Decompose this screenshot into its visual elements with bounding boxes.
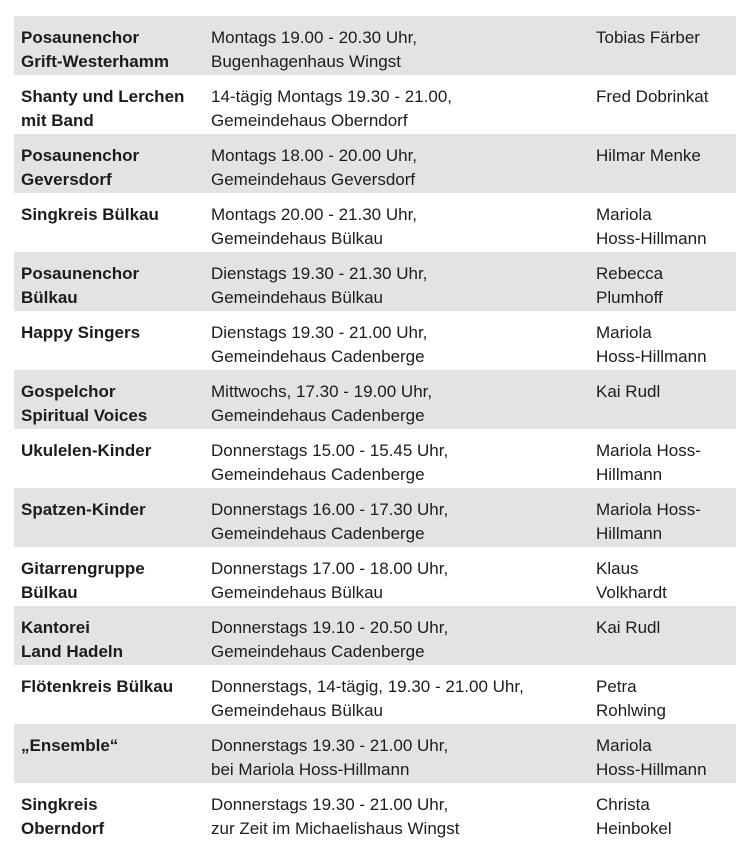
leader-name: Fred Dobrinkat bbox=[596, 87, 709, 106]
table-row bbox=[14, 370, 736, 429]
time-location: Donnerstags 15.00 - 15.45 Uhr, Gemeindehaus Cadenberge bbox=[211, 441, 449, 484]
group-name: Spatzen-Kinder bbox=[21, 500, 146, 519]
time-location: Montags 18.00 - 20.00 Uhr, Gemeindehaus Geversdorf bbox=[211, 146, 418, 189]
table-row bbox=[14, 606, 736, 665]
table-row bbox=[14, 547, 736, 606]
leader-name: Hilmar Menke bbox=[596, 146, 701, 165]
group-name: Gospelchor Spiritual Voices bbox=[21, 382, 148, 425]
table-row bbox=[14, 252, 736, 311]
table-row bbox=[14, 429, 736, 488]
group-name: „Ensemble“ bbox=[21, 736, 119, 755]
time-location: Donnerstags 19.10 - 20.50 Uhr, Gemeindehaus Cadenberge bbox=[211, 618, 449, 661]
group-name: Posaunenchor Geversdorf bbox=[21, 146, 140, 189]
time-location: Donnerstags 17.00 - 18.00 Uhr, Gemeindehaus Bülkau bbox=[211, 559, 449, 602]
leader-name: Christa Heinbokel bbox=[596, 795, 672, 838]
time-location: Donnerstags, 14-tägig, 19.30 - 21.00 Uhr, Gemeindehaus Bülkau bbox=[211, 677, 524, 720]
group-name: Posaunenchor Grift-Westerhamm bbox=[21, 28, 169, 71]
leader-name: Mariola Hoss-Hillmann bbox=[596, 205, 707, 248]
group-name: Singkreis Bülkau bbox=[21, 205, 159, 224]
leader-name: Mariola Hoss- Hillmann bbox=[596, 441, 701, 484]
leader-name: Kai Rudl bbox=[596, 382, 661, 401]
time-location: Montags 19.00 - 20.30 Uhr, Bugenhagenhaus Wingst bbox=[211, 28, 418, 71]
time-location: Donnerstags 19.30 - 21.00 Uhr, bei Mariola Hoss-Hillmann bbox=[211, 736, 449, 779]
time-location: Montags 20.00 - 21.30 Uhr, Gemeindehaus Bülkau bbox=[211, 205, 418, 248]
time-location: Donnerstags 19.30 - 21.00 Uhr, zur Zeit im Michaelishaus Wingst bbox=[211, 795, 460, 838]
group-name: Ukulelen-Kinder bbox=[21, 441, 152, 460]
table-row bbox=[14, 193, 736, 252]
table-row bbox=[14, 783, 736, 842]
table-row bbox=[14, 311, 736, 370]
table-row bbox=[14, 665, 736, 724]
group-name: Happy Singers bbox=[21, 323, 141, 342]
table-row bbox=[14, 75, 736, 134]
leader-name: Klaus Volkhardt bbox=[596, 559, 667, 602]
table-row bbox=[14, 134, 736, 193]
group-name: Gitarrengruppe Bülkau bbox=[21, 559, 145, 602]
leader-name: Petra Rohlwing bbox=[596, 677, 666, 720]
time-location: Dienstags 19.30 - 21.00 Uhr, Gemeindehaus Cadenberge bbox=[211, 323, 428, 366]
leader-name: Mariola Hoss-Hillmann bbox=[596, 323, 707, 366]
group-name: Singkreis Oberndorf bbox=[21, 795, 105, 838]
group-name: Shanty und Lerchen mit Band bbox=[21, 87, 185, 130]
time-location: Mittwochs, 17.30 - 19.00 Uhr, Gemeindehaus Cadenberge bbox=[211, 382, 433, 425]
table-row bbox=[14, 16, 736, 75]
group-name: Flötenkreis Bülkau bbox=[21, 677, 174, 696]
schedule-table bbox=[14, 16, 736, 842]
leader-name: Mariola Hoss- Hillmann bbox=[596, 500, 701, 543]
leader-name: Mariola Hoss-Hillmann bbox=[596, 736, 707, 779]
leader-name: Tobias Färber bbox=[596, 28, 700, 47]
leader-name: Rebecca Plumhoff bbox=[596, 264, 664, 307]
group-name: Posaunenchor Bülkau bbox=[21, 264, 140, 307]
time-location: Donnerstags 16.00 - 17.30 Uhr, Gemeindehaus Cadenberge bbox=[211, 500, 449, 543]
group-name: Kantorei Land Hadeln bbox=[21, 618, 124, 661]
time-location: 14-tägig Montags 19.30 - 21.00, Gemeindehaus Oberndorf bbox=[211, 87, 452, 130]
leader-name: Kai Rudl bbox=[596, 618, 661, 637]
time-location: Dienstags 19.30 - 21.30 Uhr, Gemeindehaus Bülkau bbox=[211, 264, 428, 307]
table-row bbox=[14, 724, 736, 783]
table-row bbox=[14, 488, 736, 547]
